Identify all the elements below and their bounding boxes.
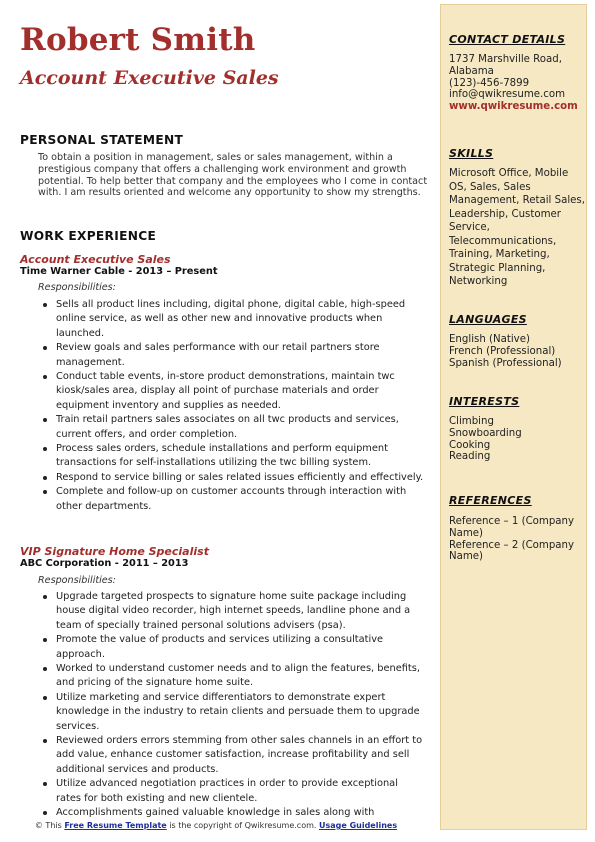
interest-item: Climbing	[449, 416, 494, 427]
usage-guidelines-link[interactable]: Usage Guidelines	[318, 821, 398, 830]
address-line-2: Alabama	[449, 65, 494, 77]
references-heading: REFERENCES	[449, 494, 532, 507]
resume-sidebar	[440, 4, 587, 830]
list-item: Process sales orders, schedule installations and perform equipment transactions for self-installations utilizing the twc billing system.	[56, 442, 424, 471]
candidate-name: Robert Smith	[20, 22, 256, 58]
email-address: info@qwikresume.com	[449, 89, 566, 101]
candidate-role: Account Executive Sales	[20, 67, 279, 89]
contact-details	[449, 54, 585, 113]
interest-item: Cooking	[449, 439, 491, 451]
language-item: French (Professional)	[449, 345, 556, 357]
list-item: Promote the value of products and services utilizing a consultative approach.	[56, 633, 424, 662]
free-resume-template-link[interactable]: Free Resume Template	[64, 821, 167, 830]
skills-heading: SKILLS	[449, 147, 494, 160]
references-list	[449, 516, 585, 563]
language-item: Spanish (Professional)	[449, 357, 562, 369]
list-item: Complete and follow-up on customer accounts through interaction with other departments.	[56, 485, 424, 514]
address-line-1: 1737 Marshville Road,	[449, 54, 562, 65]
work-experience-heading: WORK EXPERIENCE	[20, 229, 157, 243]
interests-heading: INTERESTS	[449, 395, 520, 408]
list-item: Reviewed orders errors stemming from other sales channels in an effort to add value, enhance customer satisfaction, increase profitability and sell additional services and products.	[56, 734, 424, 777]
job-bullets	[56, 298, 424, 514]
personal-statement-text: To obtain a position in management, sales or sales management, within a prestigious company that offers a challenging work environment and growth potential. To help better that company and the employees who I come in contact with. I am results oriented and welcome any opportunity to show my strengths.	[38, 152, 428, 199]
website-link[interactable]: www.qwikresume.com	[449, 101, 578, 113]
responsibilities-label: Responsibilities:	[38, 282, 116, 293]
footer-prefix: © This	[34, 821, 65, 830]
languages-heading: LANGUAGES	[449, 313, 527, 326]
phone-number: (123)-456-7899	[449, 77, 530, 89]
languages-list	[449, 334, 585, 369]
list-item: Worked to understand customer needs and to align the features, benefits, and pricing of the signature home suite.	[56, 662, 424, 691]
list-item: Utilize advanced negotiation practices in order to provide exceptional rates for both existing and new clientele.	[56, 777, 424, 806]
list-item: Utilize marketing and service differentiators to demonstrate expert knowledge in the industry to retain clients and persuade them to upgrade services.	[56, 691, 424, 734]
list-item: Review goals and sales performance with our retail partners store management.	[56, 341, 424, 370]
personal-statement-heading: PERSONAL STATEMENT	[20, 133, 184, 147]
footer-middle: is the copyright of Qwikresume.com.	[166, 821, 319, 830]
contact-heading: CONTACT DETAILS	[449, 33, 566, 46]
reference-item: Reference – 2 (Company Name)	[449, 539, 575, 563]
interest-item: Reading	[449, 451, 491, 463]
language-item: English (Native)	[449, 334, 530, 345]
copyright-footer	[0, 821, 432, 830]
list-item: Train retail partners sales associates on all twc products and services, current offers, and order completion.	[56, 413, 424, 442]
job-bullets	[56, 590, 424, 821]
job-company: ABC Corporation - 2011 – 2013	[20, 558, 189, 569]
job-title: VIP Signature Home Specialist	[20, 545, 209, 558]
interests-list	[449, 416, 585, 463]
responsibilities-label: Responsibilities:	[38, 575, 116, 586]
job-title: Account Executive Sales	[20, 253, 171, 266]
list-item: Respond to service billing or sales related issues efficiently and effectively.	[56, 471, 424, 485]
job-company: Time Warner Cable - 2013 – Present	[20, 266, 218, 277]
list-item: Sells all product lines including, digital phone, digital cable, high-speed online service, as well as other new and innovative products when launched.	[56, 298, 424, 341]
list-item: Conduct table events, in-store product demonstrations, maintain twc kiosk/sales area, display all point of purchase materials and order equipment inventory and supplies as needed.	[56, 370, 424, 413]
list-item: Upgrade targeted prospects to signature home suite package including house digital video recorder, high internet speeds, landline phone and a team of specially trained personal solutions advisers (psa).	[56, 590, 424, 633]
skills-text: Microsoft Office, Mobile OS, Sales, Sales Management, Retail Sales, Leadership, Customer Service, Telecommunications, Training, Marketing, Strategic Planning, Networking	[449, 168, 585, 287]
reference-item: Reference – 1 (Company Name)	[449, 516, 575, 539]
interest-item: Snowboarding	[449, 427, 522, 439]
list-item: Accomplishments gained valuable knowledge in sales along with	[56, 806, 424, 820]
